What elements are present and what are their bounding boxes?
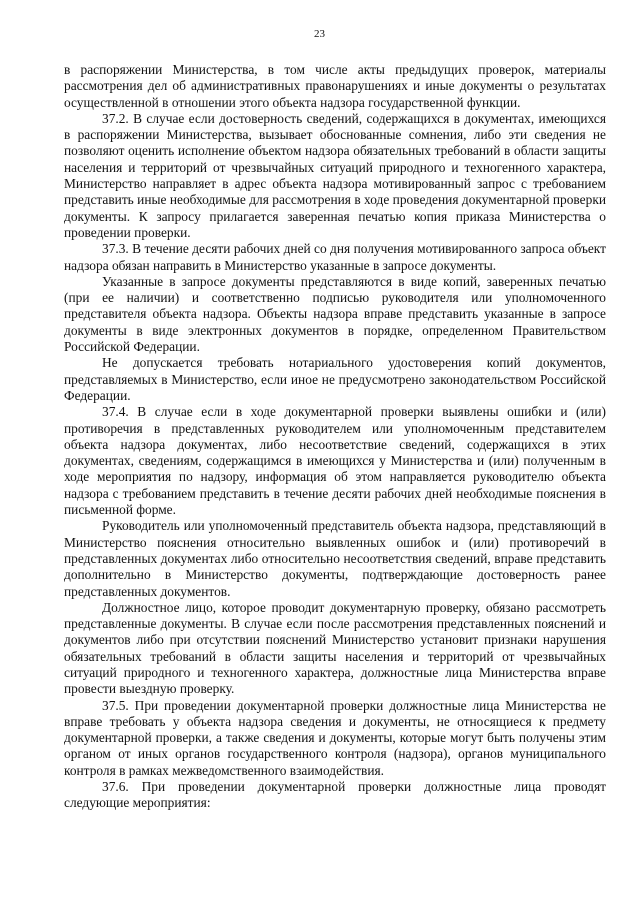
page-number: 23: [314, 28, 325, 40]
paragraph-37-4: 37.4. В случае если в ходе документарной проверки выявлены ошибки и (или) противоречия в представленных руководителем или уполномоченным представителем объекта надзора документах, либо несоответствие сведений, содержащихся в этих документах, сведениям, содержащимся в имеющихся у Министерства и (или) полученным в ходе мероприятия по надзору, информация об этом направляется руководителю объекта надзора с требованием представить в течение десяти рабочих дней необходимые пояснения в письменной форме.: [64, 404, 606, 518]
paragraph-37-5: 37.5. При проведении документарной проверки должностные лица Министерства не вправе требовать у объекта надзора сведения и документы, не относящиеся к предмету документарной проверки, а также сведения и документы, которые могут быть получены этим органом от иных органов государственного контроля (надзора), органов муниципального контроля в рамках межведомственного взаимодействия.: [64, 697, 606, 778]
paragraph-explanations: Руководитель или уполномоченный представитель объекта надзора, представляющий в Министерство пояснения относительно выявленных ошибок и (или) противоречий в представленных документах либо относительно несоответствия сведений, вправе представить дополнительно в Министерство документы, подтверждающие достоверность ранее представленных документов.: [64, 518, 606, 599]
paragraph-copies-format: Указанные в запросе документы представляются в виде копий, заверенных печатью (при ее наличии) и соответственно подписью руководителя или уполномоченного представителя объекта надзора. Объекты надзора вправе представить указанные в запросе документы в виде электронных документов в порядке, определенном Правительством Российской Федерации.: [64, 273, 606, 355]
paragraph-37-2: 37.2. В случае если достоверность сведений, содержащихся в документах, имеющихся в распоряжении Министерства, вызывает обоснованные сомнения, либо эти сведения не позволяют оценить исполнение объектом надзора обязательных требований в области защиты населения и территорий от чрезвычайных ситуаций природного и техногенного характера, Министерство направляет в адрес объекта надзора мотивированный запрос с требованием представить иные необходимые для рассмотрения в ходе проведения документарной проверки документы. К запросу прилагается заверенная печатью копия приказа Министерства о проведении проверки.: [64, 110, 606, 240]
paragraph-37-3: 37.3. В течение десяти рабочих дней со дня получения мотивированного запроса объект надзора обязан направить в Министерство указанные в запросе документы.: [64, 241, 606, 273]
document-body: [64, 62, 606, 812]
paragraph-continuation: в распоряжении Министерства, в том числе акты предыдущих проверок, материалы рассмотрения дел об административных правонарушениях и иные документы о результатах осуществленной в отношении этого объекта надзора государственной функции.: [64, 62, 606, 110]
paragraph-37-6: 37.6. При проведении документарной проверки должностные лица проводят следующие мероприятия:: [64, 779, 606, 811]
paragraph-official-review: Должностное лицо, которое проводит документарную проверку, обязано рассмотреть представленные документы. В случае если после рассмотрения представленных пояснений и документов либо при отсутствии пояснений Министерство установит признаки нарушения обязательных требований в области защиты населения и территорий от чрезвычайных ситуаций природного и техногенного характера, должностные лица Министерства вправе провести выездную проверку.: [64, 599, 606, 697]
paragraph-notarization: Не допускается требовать нотариального удостоверения копий документов, представляемых в Министерство, если иное не предусмотрено законодательством Российской Федерации.: [64, 355, 606, 403]
